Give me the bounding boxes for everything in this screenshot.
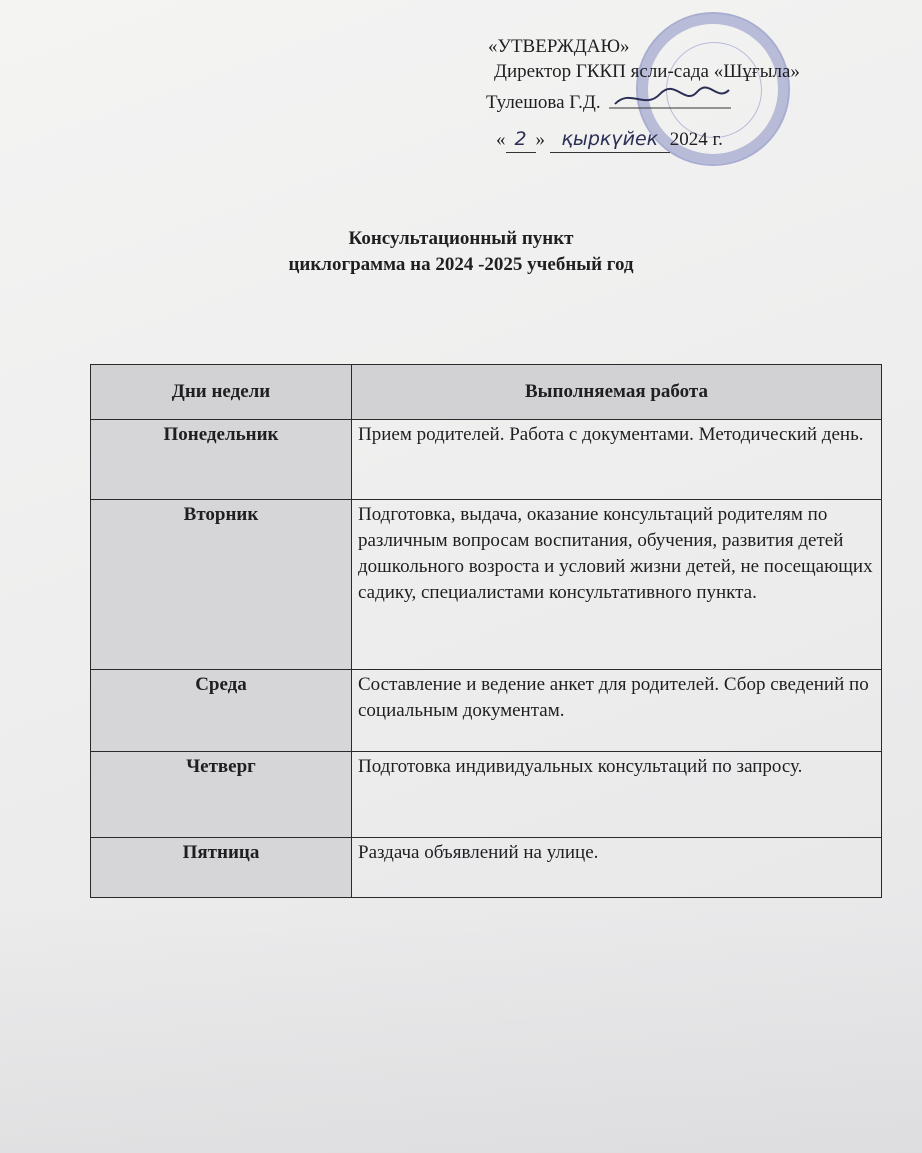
table-row	[91, 420, 882, 500]
table-header-row	[91, 365, 882, 420]
table-row	[91, 752, 882, 838]
row-work: Подготовка, выдача, оказание консультаций родителям по различным вопросам воспитания, обучения, развития детей дошкольного возроста и условий жизни детей, не посещающих садику, специалистами консультативного пункта.	[352, 500, 882, 670]
cyclogram-table	[90, 364, 882, 898]
header-work: Выполняемая работа	[352, 365, 882, 420]
row-day: Вторник	[91, 500, 352, 670]
row-work: Составление и ведение анкет для родителей. Сбор сведений по социальным документам.	[352, 670, 882, 752]
date-year: 2024 г.	[669, 129, 723, 150]
approval-position: Директор ГККП ясли-сада «Шұғыла»	[494, 61, 800, 82]
header-days: Дни недели	[91, 365, 352, 420]
document-subtitle: циклограмма на 2024 -2025 учебный год	[288, 254, 634, 275]
approval-title: «УТВЕРЖДАЮ»	[488, 36, 630, 57]
date-day: 2	[506, 127, 536, 153]
row-day: Среда	[91, 670, 352, 752]
row-work: Прием родителей. Работа с документами. Методический день.	[352, 420, 882, 500]
approval-name-line	[486, 84, 800, 115]
document-title: Консультационный пункт	[348, 228, 574, 249]
table-row	[91, 670, 882, 752]
row-day: Пятница	[91, 838, 352, 898]
row-work: Подготовка индивидуальных консультаций по запросу.	[352, 752, 882, 838]
handwritten-signature-icon	[605, 84, 735, 114]
approval-date-line: « 2 » қыркүйек 2024 г.	[486, 127, 800, 153]
page-shadow	[0, 900, 922, 1153]
row-work: Раздача объявлений на улице.	[352, 838, 882, 898]
table-row	[91, 838, 882, 898]
row-day: Понедельник	[91, 420, 352, 500]
approver-name: Тулешова Г.Д.	[486, 92, 601, 113]
row-day: Четверг	[91, 752, 352, 838]
approval-block	[486, 34, 800, 153]
table-row	[91, 500, 882, 670]
date-month: қыркүйек	[550, 127, 670, 153]
